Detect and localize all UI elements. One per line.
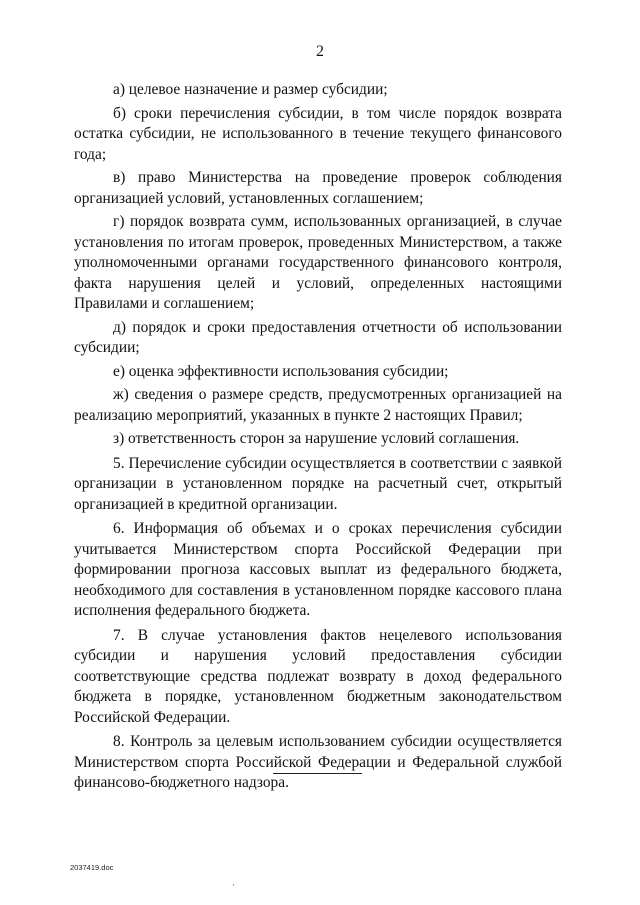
clause-zh: ж) сведения о размере средств, предусмотренных организацией на реализацию мероприятий, указанных в пункте 2 настоящих Правил; xyxy=(74,386,562,424)
document-id: 2037419.doc xyxy=(70,863,114,872)
section-7: 7. В случае установления фактов нецелевого использования субсидии и нарушения условий предоставления субсидии соответствующие средства подлежат возврату в доход федерального бюджета в порядке, установленном бюджетным законодательством Российской Федерации. xyxy=(74,626,562,726)
page-number: 2 xyxy=(316,43,324,60)
end-divider xyxy=(273,773,362,774)
clause-d: д) порядок и сроки предоставления отчетности об использовании субсидии; xyxy=(74,318,562,356)
document-body xyxy=(74,80,562,797)
clause-g: г) порядок возврата сумм, использованных организацией, в случае установления по итогам проверок, проведенных Министерством, а также уполномоченными органами государственного финансового контроля, факта нарушения целей и условий, определенных настоящими Правилами и соглашением; xyxy=(74,213,562,312)
clause-b: б) сроки перечисления субсидии, в том числе порядок возврата остатка субсидии, не использованного в течение текущего финансового года; xyxy=(74,104,562,163)
clause-v: в) право Министерства на проведение проверок соблюдения организацией условий, установленных соглашением; xyxy=(74,169,562,207)
section-5: 5. Перечисление субсидии осуществляется в соответствии с заявкой организации в установленном порядке на расчетный счет, открытый организацией в кредитной организации. xyxy=(74,454,562,513)
clause-z: з) ответственность сторон за нарушение условий соглашения. xyxy=(113,430,520,447)
clause-a: а) целевое назначение и размер субсидии; xyxy=(113,81,388,98)
section-8: 8. Контроль за целевым использованием субсидии осуществляется Министерством спорта Российской Федерации и Федеральной службой финансово-бюджетного надзора. xyxy=(74,733,562,791)
section-6: 6. Информация об объемах и о сроках перечисления субсидии учитывается Министерством спорта Российской Федерации при формировании прогноза кассовых выплат из федерального бюджета, необходимого для составления в установленном порядке кассового плана исполнения федерального бюджета. xyxy=(74,520,562,619)
scan-speck xyxy=(233,884,234,886)
clause-e: е) оценка эффективности использования субсидии; xyxy=(113,362,449,380)
